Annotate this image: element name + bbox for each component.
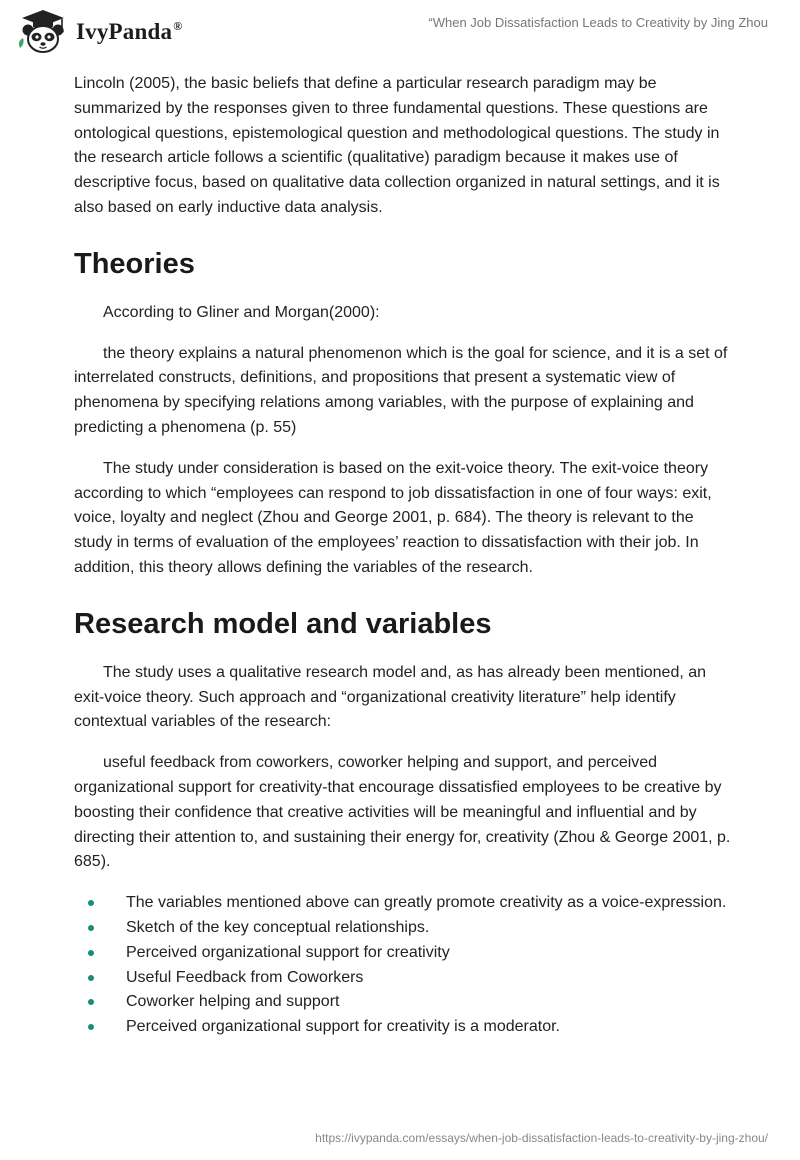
brand-name: IvyPanda® [76,19,183,44]
theories-paragraph-1: According to Gliner and Morgan(2000): [103,303,380,321]
bullet-dot-icon [88,925,94,931]
research-model-quote: useful feedback from coworkers, coworker helping and support, and perceived organizational support for creativity-that encourage dissatisfied employees to be creative by boosting their confidence that creative activities will be meaningful and influential and by directing their attention to, and sustaining their energy for, creativity (Zhou & George 2001, p. 685). [74,754,731,871]
bullet-dot-icon [88,950,94,956]
bullet-dot-icon [88,975,94,981]
bullet-dot-icon [88,999,94,1005]
bullet-dot-icon [88,1024,94,1030]
theories-quote: the theory explains a natural phenomenon which is the goal for science, and it is a set of interrelated constructs, definitions, and propositions that present a systematic view of phenomena by specifying relations among variables, with the purpose of explaining and predicting a phenomena (p. 55) [74,344,728,436]
intro-paragraph: Lincoln (2005), the basic beliefs that define a particular research paradigm may be summarized by the responses given to three fundamental questions. These questions are ontological questions, epistemological question and methodological questions. The study in the research article follows a scientific (qualitative) paradigm because it makes use of descriptive focus, based on qualitative data collection organized in natural settings, and it is also based on early inductive data analysis. [74,75,720,216]
page-header [0,0,800,60]
variables-list [74,891,734,1040]
list-item: Useful Feedback from Coworkers [74,966,734,991]
registered-mark: ® [173,19,183,33]
panda-graduate-logo-icon [14,8,72,56]
ivypanda-logo[interactable] [14,8,182,56]
theories-heading: Theories [74,247,195,280]
list-item: Sketch of the key conceptual relationships. [74,916,734,941]
list-item: Coworker helping and support [74,990,734,1015]
research-model-paragraph-1: The study uses a qualitative research model and, as has already been mentioned, an exit-voice theory. Such approach and “organizational creativity literature” help identify contextual variables of the research: [74,663,707,731]
source-url-link[interactable]: https://ivypanda.com/essays/when-job-dissatisfaction-leads-to-creativity-by-jing-zhou/ [315,1131,768,1145]
document-title: “When Job Dissatisfaction Leads to Creativity by Jing Zhou [428,15,768,30]
list-item: The variables mentioned above can greatly promote creativity as a voice-expression. [74,891,734,916]
list-item: Perceived organizational support for creativity [74,941,734,966]
list-item: Perceived organizational support for creativity is a moderator. [74,1015,734,1040]
theories-paragraph-3: The study under consideration is based on the exit-voice theory. The exit-voice theory according to which “employees can respond to job dissatisfaction in one of four ways: exit, voice, loyalty and neglect (Zhou and George 2001, p. 684). The theory is relevant to the study in terms of evaluation of the employees’ reaction to dissatisfaction with their job. In addition, this theory allows defining the variables of the research. [74,459,712,576]
essay-content [74,72,734,1040]
bullet-dot-icon [88,900,94,906]
research-model-heading: Research model and variables [74,607,492,640]
